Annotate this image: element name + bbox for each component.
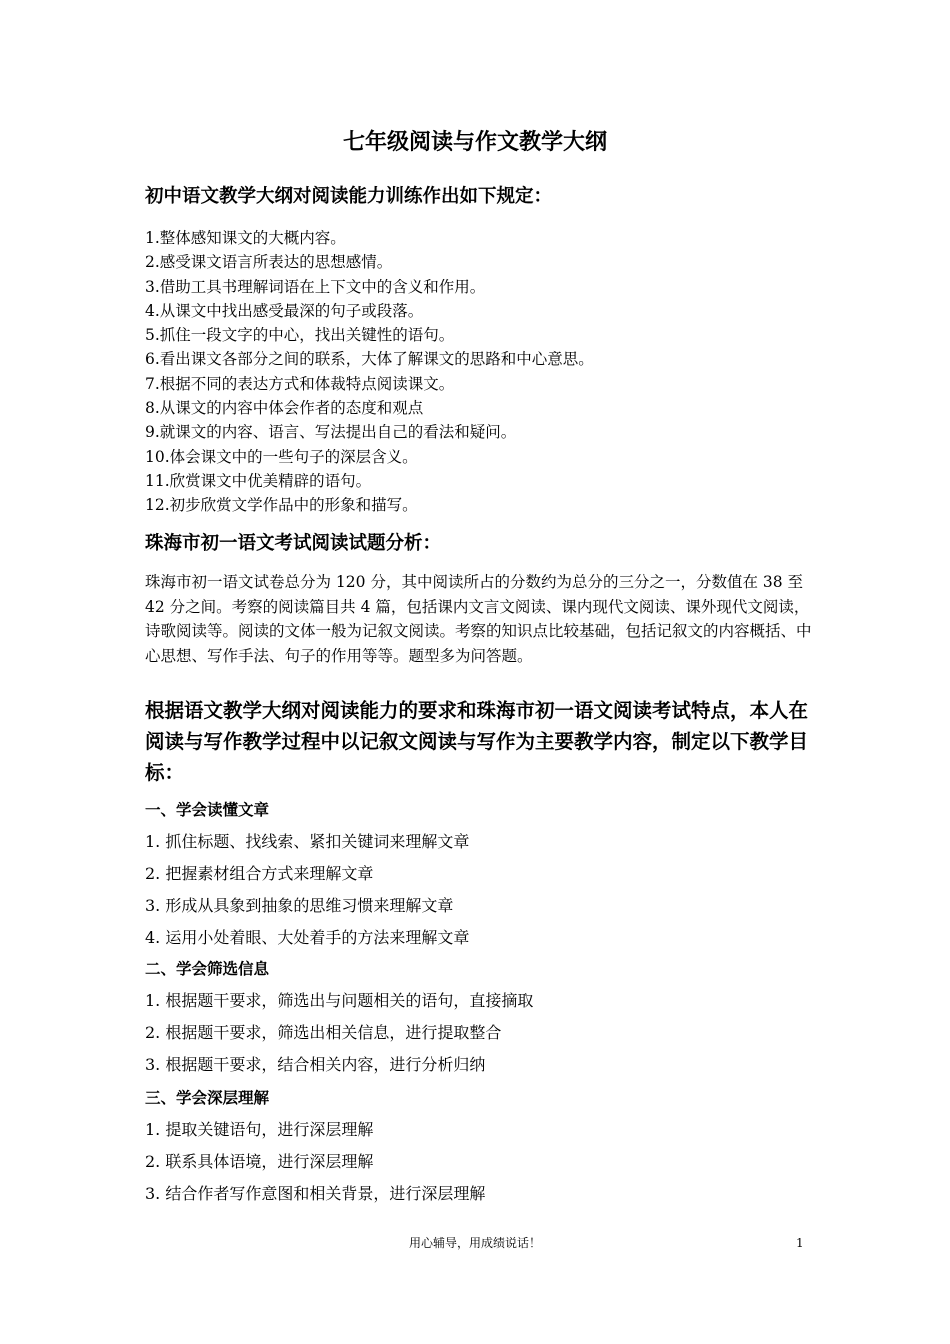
page-number: 1 [796, 1236, 804, 1250]
goal-list-deep-understanding [145, 1114, 825, 1210]
goal-heading-filtering: 二、学会筛选信息 [145, 960, 270, 978]
list-item: 1. 提取关键语句，进行深层理解 [145, 1120, 374, 1139]
list-item: 2.感受课文语言所表达的思想感情。 [145, 253, 393, 272]
list-item: 4. 运用小处着眼、大处着手的方法来理解文章 [145, 928, 470, 947]
list-item: 8.从课文的内容中体会作者的态度和观点 [145, 399, 424, 418]
list-item: 2. 把握素材组合方式来理解文章 [145, 864, 374, 883]
list-item: 11.欣赏课文中优美精辟的语句。 [145, 471, 372, 490]
goal-list-filtering [145, 985, 825, 1081]
list-item: 3. 结合作者写作意图和相关背景，进行深层理解 [145, 1184, 486, 1203]
list-item: 1.整体感知课文的大概内容。 [145, 229, 346, 247]
goal-list-reading [145, 826, 825, 954]
goal-heading-reading: 一、学会读懂文章 [145, 801, 270, 819]
section-heading-exam-analysis: 珠海市初一语文考试阅读试题分析： [145, 533, 442, 554]
list-item: 7.根据不同的表达方式和体裁特点阅读课文。 [145, 374, 455, 393]
list-item: 3.借助工具书理解词语在上下文中的含义和作用。 [145, 277, 486, 296]
list-item: 1. 根据题干要求，筛选出与问题相关的语句，直接摘取 [145, 991, 534, 1010]
list-item: 3. 形成从具象到抽象的思维习惯来理解文章 [145, 896, 454, 915]
list-item: 2. 根据题干要求，筛选出相关信息，进行提取整合 [145, 1023, 502, 1042]
list-item: 12.初步欣赏文学作品中的形象和描写。 [145, 496, 418, 515]
list-item: 9.就课文的内容、语言、写法提出自己的看法和疑问。 [145, 423, 517, 442]
section-heading-teaching-goals: 根据语文教学大纲对阅读能力的要求和珠海市初一语文阅读考试特点，本人在阅读与写作教学过程中以记叙文阅读与写作为主要教学内容，制定以下教学目标： [145, 699, 809, 784]
list-item: 5.抓住一段文字的中心，找出关键性的语句。 [145, 326, 455, 345]
list-item: 1. 抓住标题、找线索、紧扣关键词来理解文章 [145, 832, 470, 851]
footer-slogan: 用心辅导，用成绩说话！ [408, 1236, 541, 1250]
section-heading-syllabus: 初中语文教学大纲对阅读能力训练作出如下规定： [145, 186, 553, 207]
list-item: 3. 根据题干要求，结合相关内容，进行分析归纳 [145, 1055, 486, 1074]
page-title: 七年级阅读与作文教学大纲 [342, 130, 607, 155]
list-item: 6.看出课文各部分之间的联系，大体了解课文的思路和中心意思。 [145, 350, 594, 369]
exam-analysis-paragraph: 珠海市初一语文试卷总分为 120 分，其中阅读所占的分数约为总分的三分之一，分数值在 38 至 42 分之间。考察的阅读篇目共 4 篇，包括课内文言文阅读、课内现代文阅读、课外现代文阅读，诗歌阅读等。阅读的文体一般为记叙文阅读。考察的知识点比较基础，包括记叙文的内容概括、中心思想、写作手法、句子的作用等等。题型多为问答题。 [145, 573, 812, 665]
list-item: 10.体会课文中的一些句子的深层含义。 [145, 447, 418, 466]
syllabus-list [145, 226, 825, 518]
list-item: 4.从课文中找出感受最深的句子或段落。 [145, 301, 424, 320]
goal-heading-deep-understanding: 三、学会深层理解 [145, 1089, 270, 1107]
list-item: 2. 联系具体语境，进行深层理解 [145, 1152, 374, 1171]
